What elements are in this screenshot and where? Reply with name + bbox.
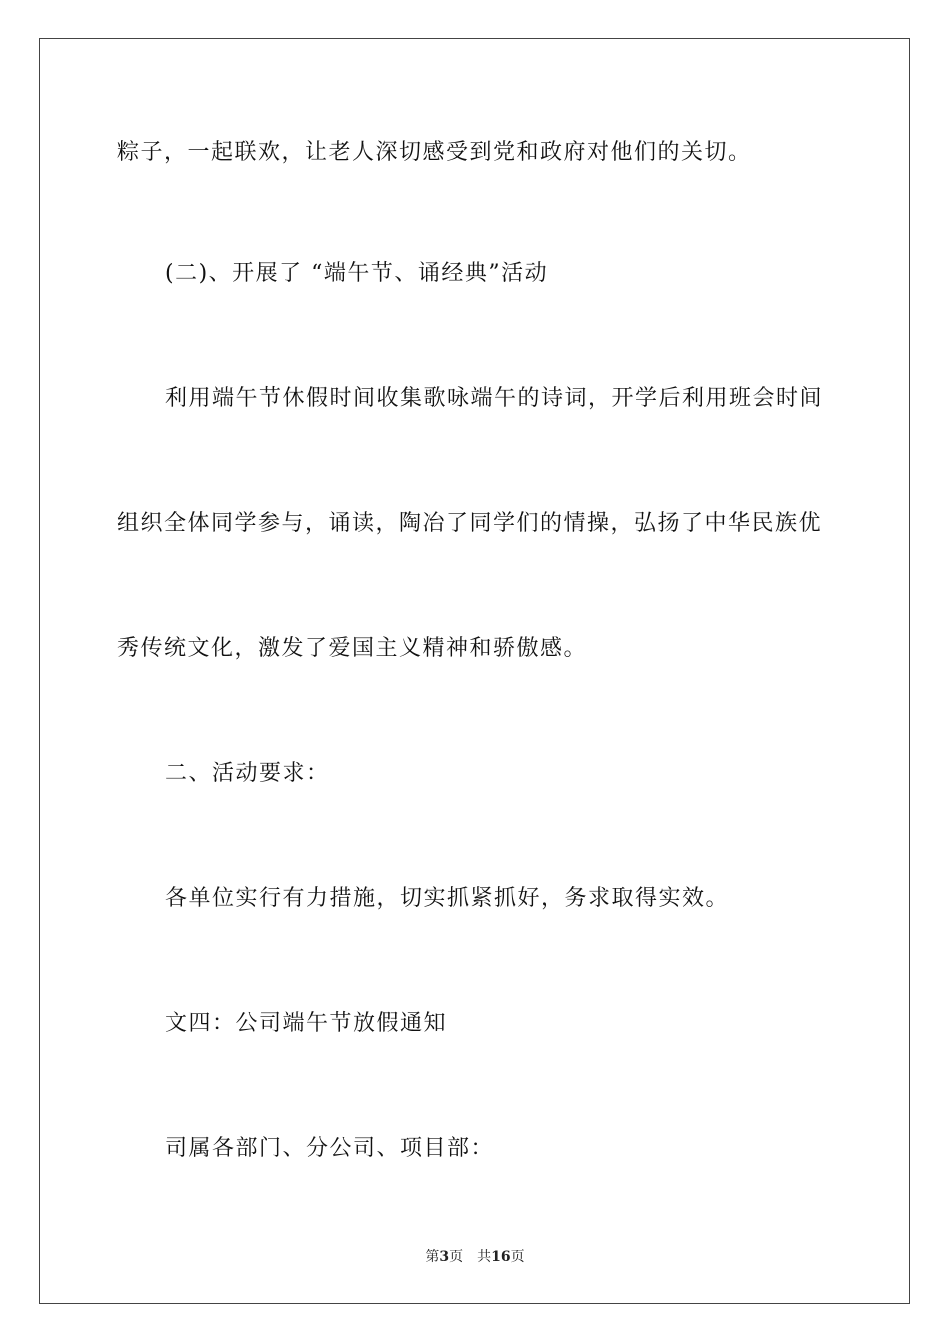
body-text-line: 秀传统文化，激发了爱国主义精神和骄傲感。 (117, 636, 588, 661)
page-number: 3 (439, 1249, 450, 1265)
total-pages: 16 (491, 1249, 511, 1265)
section-heading: 二、活动要求： (165, 761, 330, 786)
salutation: 司属各部门、分公司、项目部： (165, 1136, 495, 1161)
total-suffix: 页 (510, 1249, 525, 1265)
document-title: 文四：公司端午节放假通知 (165, 1011, 448, 1036)
page-border (39, 38, 910, 1304)
page-prefix: 第 (425, 1249, 440, 1265)
page-suffix: 页 (449, 1249, 464, 1265)
body-text-line: 组织全体同学参与，诵读，陶冶了同学们的情操，弘扬了中华民族优 (117, 511, 823, 536)
body-text-line: 各单位实行有力措施，切实抓紧抓好，务求取得实效。 (165, 886, 730, 911)
total-prefix: 共 (477, 1249, 492, 1265)
body-text-line: 粽子，一起联欢，让老人深切感受到党和政府对他们的关切。 (117, 140, 752, 165)
section-heading: (二)、开展了 “端午节、诵经典”活动 (165, 261, 549, 286)
body-text-line: 利用端午节休假时间收集歌咏端午的诗词，开学后利用班会时间 (165, 386, 824, 411)
page-footer (0, 1247, 950, 1267)
